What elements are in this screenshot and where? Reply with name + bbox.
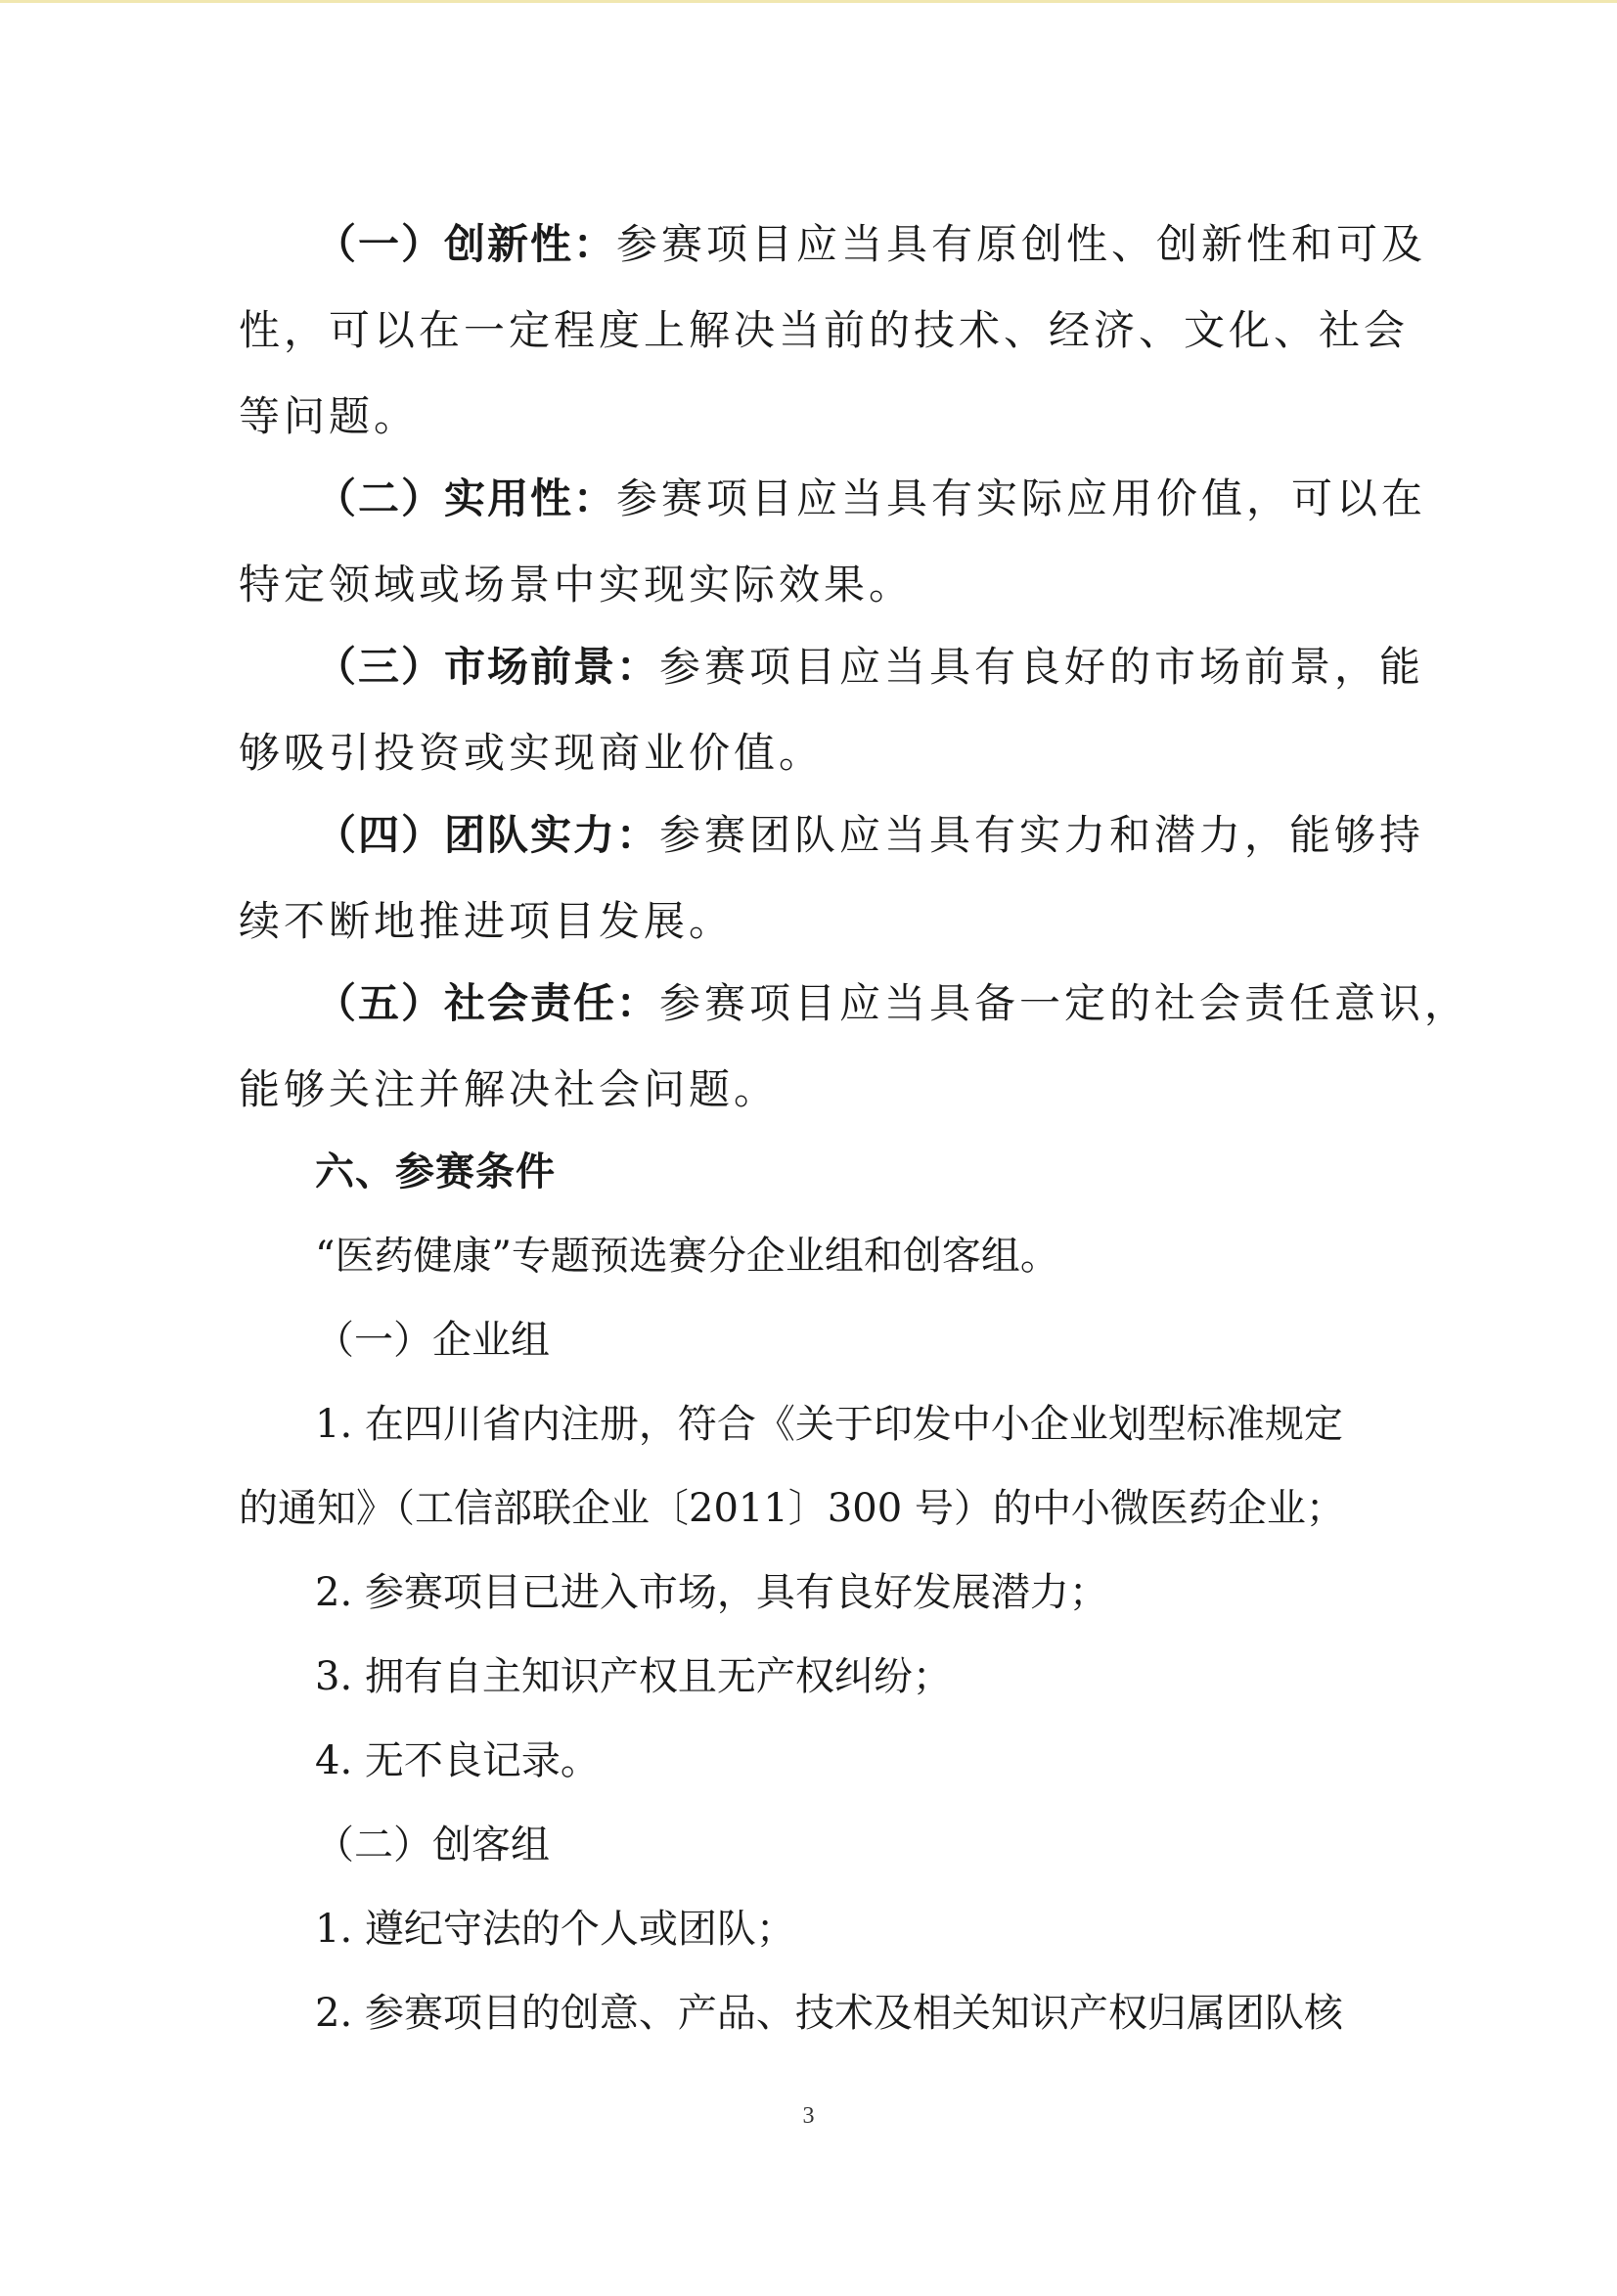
criterion-1-line-3: 等问题。 [239,392,420,440]
criterion-2-line-1 [315,472,1426,526]
criterion-5-lead: （五）社会责任： [315,979,660,1027]
criterion-4-text: 参赛团队应当具有实力和潜力，能够持 [659,811,1425,859]
scan-top-edge [0,0,1617,3]
page-number: 3 [802,2103,815,2129]
criterion-5-text: 参赛项目应当具备一定的社会责任意识， [659,979,1470,1027]
criterion-1-lead: （一）创新性： [315,220,617,268]
enterprise-group-title: （一）企业组 [315,1318,550,1363]
maker-group-title: （二）创客组 [315,1823,550,1868]
enterprise-item-1-line-1: 1. 在四川省内注册，符合《关于印发中小企业划型标准规定 [315,1402,1343,1447]
criterion-3-lead: （三）市场前景： [315,643,660,691]
enterprise-item-1-line-2: 的通知》（工信部联企业〔2011〕300 号）的中小微医药企业； [239,1486,1345,1531]
enterprise-item-3: 3. 拥有自主知识产权且无产权纠纷； [315,1654,952,1699]
criterion-4-line-2: 续不断地推进项目发展。 [239,897,735,945]
criterion-5-line-2: 能够关注并解决社会问题。 [239,1065,780,1113]
criterion-4-line-1 [315,808,1424,863]
criterion-5-line-1 [315,976,1469,1031]
criterion-1-line-2: 性，可以在一定程度上解决当前的技术、经济、文化、社会 [239,306,1410,354]
maker-item-1: 1. 遵纪守法的个人或团队； [315,1907,795,1952]
criterion-4-lead: （四）团队实力： [315,811,660,859]
criterion-3-line-2: 够吸引投资或实现商业价值。 [239,729,825,777]
enterprise-item-2: 2. 参赛项目已进入市场，具有良好发展潜力； [315,1570,1108,1615]
maker-item-2: 2. 参赛项目的创意、产品、技术及相关知识产权归属团队核 [315,1991,1343,2036]
criterion-3-text: 参赛项目应当具有良好的市场前景，能 [659,643,1425,691]
enterprise-item-4: 4. 无不良记录。 [315,1738,600,1783]
criterion-1-text: 参赛项目应当具有原创性、创新性和可及 [616,220,1427,268]
criterion-2-line-2: 特定领域或场景中实现实际效果。 [239,561,915,608]
criterion-2-lead: （二）实用性： [315,474,617,522]
criterion-2-text: 参赛项目应当具有实际应用价值，可以在 [616,474,1427,522]
criterion-3-line-1 [315,640,1424,695]
section-6-heading: 六、参赛条件 [315,1149,556,1194]
criterion-1-line-1 [315,217,1426,272]
section-6-intro: “医药健康”专题预选赛分企业组和创客组。 [315,1234,1059,1279]
